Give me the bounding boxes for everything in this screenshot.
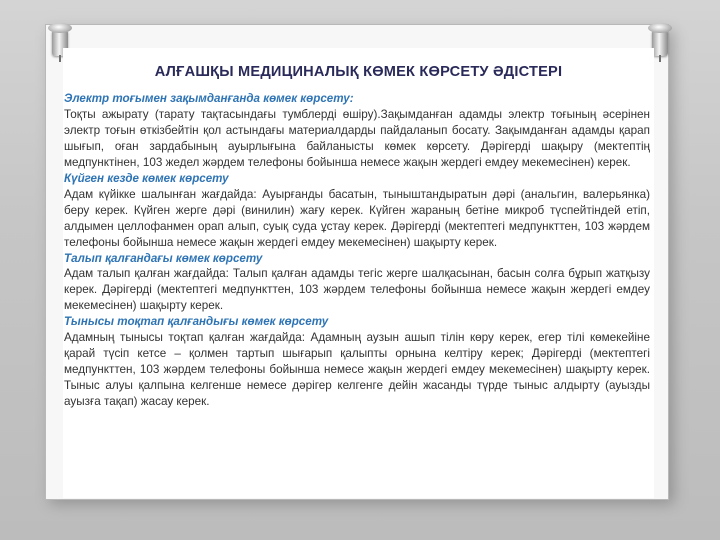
section-heading-electric-shock: Электр тоғымен зақымданғанда көмек көрсету: bbox=[64, 92, 354, 105]
section-text-breathing-stopped: Адамның тынысы тоқтап қалған жағдайда: Адамның аузын ашып тілін көру керек, егер тілі көмекейіне қарай түсіп кетсе – қолмен тартып шығарып қалыпты орнына келтіру керек; Дәрігерді (мектептегі медпункттен, 103 жәрдем телефоны бойынша немесе жақын жердегі емдеу мекемесінен) шақырту керек. Тыныс алуы қалпына келгенше немесе дәрігер келгенге дейін жасанды түрде тыныс алдырту (ауызды ауызға тақап) жасау керек. bbox=[64, 331, 650, 409]
section-text-burns: Адам күйікке шалынған жағдайда: Ауырғанды басатын, тыныштандыратын дәрі (анальгин, валерьянка) беру керек. Күйген жерге дәрі (винилин) жағу керек. Күйген жараның бетіне микроб түспейтіндей етіп, алдымен целлофанмен орап алып, суық суда ұстау керек. Дәрігерді (мектептегі медпункттен, 103 жәрдем телефоны бойынша немесе жақын жердегі емдеу мекемесінен) шақырту керек. bbox=[64, 187, 650, 249]
section-heading-burns: Күйген кезде көмек көрсету bbox=[64, 171, 229, 185]
section-text-fainting: Адам талып қалған жағдайда: Талып қалған адамды тегіс жерге шалқасынан, басын солға бұрып жатқызу керек. Дәрігерді (мектептегі медпункттен, 103 жәрдем телефоны бойынша немесе жақын жердегі емдеу мекемесінен) шақырту керек. bbox=[64, 267, 650, 313]
slide-title: АЛҒАШҚЫ МЕДИЦИНАЛЫҚ КӨМЕК КӨРСЕТУ ӘДІСТЕРІ bbox=[154, 64, 563, 80]
section-text-electric-shock: Тоқты ажырату (тарату тақтасындағы тумблерді өшіру).Зақымданған адамды электр тоғының әсерінен электр тоғын өткізбейтін қол астындағы материалдарды пайдаланып босату. Зақымданған адамды қарап шығып, оған зардабының ауырлығына байланысты көмек көрсету. Дәрігерді шақыру (мектептің медпунктінен, 103 жедел жәрдем телефоны бойынша немесе жақын жердегі емдеу мекемесінен) керек. bbox=[64, 107, 650, 169]
pushpin-icon bbox=[652, 30, 668, 56]
slide-content bbox=[63, 48, 654, 498]
slide-body bbox=[64, 91, 650, 410]
section-heading-breathing-stopped: Тынысы тоқтап қалғандығы көмек көрсету bbox=[64, 315, 329, 329]
section-heading-fainting: Талып қалғандағы көмек көрсету bbox=[64, 251, 263, 265]
